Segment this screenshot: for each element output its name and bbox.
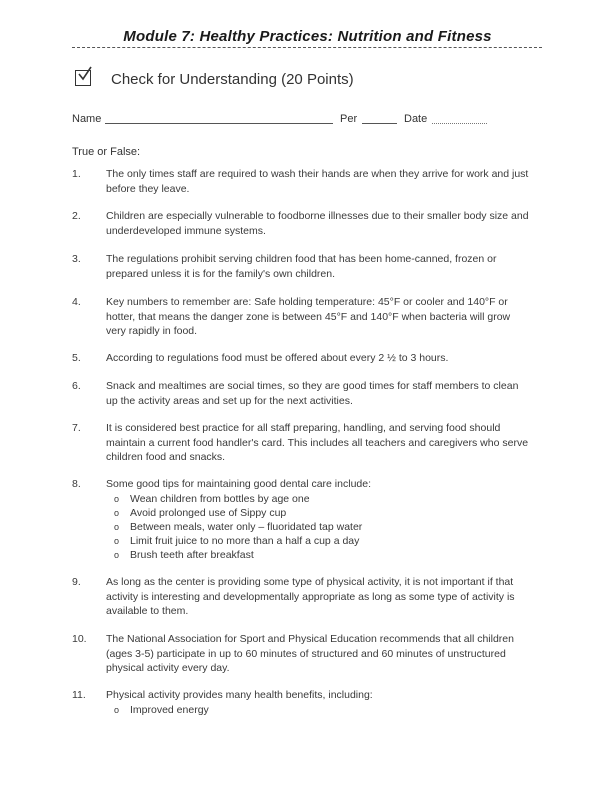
- period-blank-line[interactable]: [362, 123, 397, 124]
- name-label: Name: [72, 113, 102, 125]
- question-item: [72, 209, 532, 238]
- question-item: [72, 688, 532, 717]
- sub-list-item: o Between meals, water only – fluoridated tap water: [114, 520, 363, 533]
- question-text: The National Association for Sport and Physical Education recommends that all children (ages 3-5) participate in up to 60 minutes of structured and 60 minutes of unstructured physical activity every day.: [106, 633, 514, 674]
- question-item: [72, 167, 532, 196]
- question-number: 4.: [72, 296, 81, 308]
- question-item: [72, 575, 532, 619]
- date-blank-line[interactable]: [432, 123, 487, 124]
- question-text: It is considered best practice for all staff preparing, handling, and serving food should maintain a current food handler's card. This includes all teachers and caregivers who serve children food and snacks.: [106, 422, 529, 463]
- sub-list-item: o Wean children from bottles by age one: [114, 492, 310, 505]
- question-text: Some good tips for maintaining good dental care include:: [106, 478, 372, 490]
- question-number: 2.: [72, 210, 81, 222]
- sub-list-item: o Limit fruit juice to no more than a half a cup a day: [114, 534, 360, 547]
- date-label: Date: [404, 113, 428, 125]
- question-item: [72, 632, 532, 676]
- question-item: [72, 252, 532, 281]
- question-text: Physical activity provides many health benefits, including:: [106, 689, 373, 701]
- question-item: [72, 477, 532, 562]
- question-number: 9.: [72, 576, 81, 588]
- sub-list: [114, 492, 532, 562]
- sub-list-item: o Avoid prolonged use of Sippy cup: [114, 506, 287, 519]
- bullet-icon: o: [114, 493, 120, 504]
- sub-list: [114, 703, 532, 717]
- period-label: Per: [340, 113, 358, 125]
- bullet-icon: o: [114, 521, 120, 532]
- question-number: 8.: [72, 478, 81, 490]
- question-item: [72, 379, 532, 408]
- title-underline: [72, 47, 542, 48]
- section-heading: [75, 71, 354, 88]
- bullet-icon: o: [114, 535, 120, 546]
- name-blank-line[interactable]: [105, 123, 333, 124]
- question-text: Children are especially vulnerable to foodborne illnesses due to their smaller body size and underdeveloped immune systems.: [106, 210, 529, 237]
- bullet-icon: o: [114, 549, 120, 560]
- question-item: [72, 295, 532, 339]
- question-text: Snack and mealtimes are social times, so they are good times for staff members to clean up the activity areas and set up for the next activities.: [106, 380, 519, 407]
- true-false-heading: True or False:: [72, 146, 141, 158]
- question-number: 1.: [72, 168, 81, 180]
- question-item: [72, 351, 532, 366]
- section-heading-text: Check for Understanding (20 Points): [111, 71, 354, 88]
- question-text: According to regulations food must be offered about every 2 ½ to 3 hours.: [106, 352, 449, 364]
- document-title: Module 7: Healthy Practices: Nutrition and Fitness: [123, 28, 492, 45]
- sub-list-item: o Improved energy: [114, 703, 209, 716]
- question-text: As long as the center is providing some type of physical activity, it is not important if that activity is interesting and developmentally appropriate as long as some type of activity is available to them.: [106, 576, 515, 617]
- bullet-icon: o: [114, 507, 120, 518]
- checkbox-checked-icon: [75, 70, 91, 86]
- question-number: 10.: [72, 633, 87, 645]
- sub-list-item: o Brush teeth after breakfast: [114, 548, 254, 561]
- question-number: 5.: [72, 352, 81, 364]
- question-number: 7.: [72, 422, 81, 434]
- question-number: 11.: [72, 689, 86, 701]
- bullet-icon: o: [114, 704, 120, 715]
- question-number: 6.: [72, 380, 81, 392]
- question-text: Key numbers to remember are: Safe holding temperature: 45°F or cooler and 140°F or hotter, that means the danger zone is between 45°F and 140°F when bacteria will grow very rapidly in food.: [106, 296, 511, 337]
- question-number: 3.: [72, 253, 81, 265]
- question-text: The regulations prohibit serving children food that has been home-canned, frozen or prepared unless it is for the family's own children.: [106, 253, 497, 280]
- question-item: [72, 421, 532, 465]
- question-text: The only times staff are required to wash their hands are when they arrive for work and just before they leave.: [106, 168, 529, 195]
